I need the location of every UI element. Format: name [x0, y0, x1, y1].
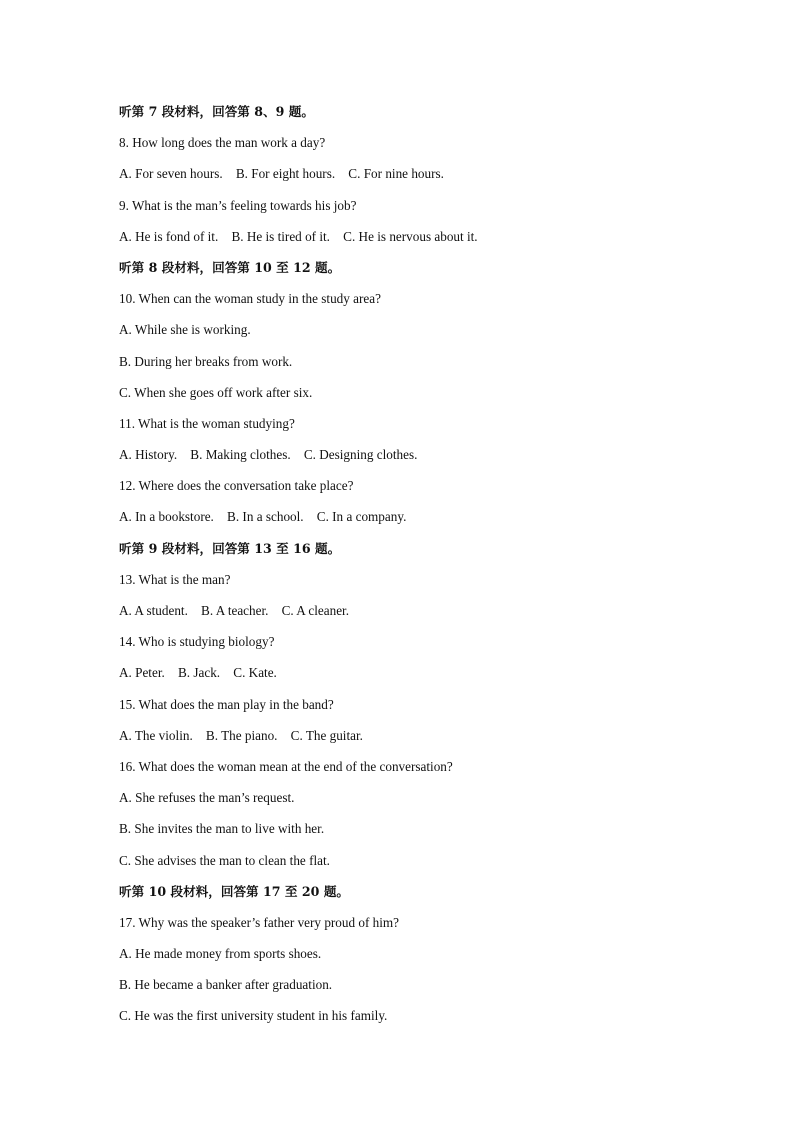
answer-options: A. He is fond of it. B. He is tired of it. C. He is nervous about it. [119, 228, 478, 244]
answer-option: C. When she goes off work after six. [119, 384, 313, 400]
section-heading: 听第 7 段材料，回答第 8、9 题。 [119, 104, 314, 119]
question-text: 14. Who is studying biology? [119, 634, 275, 650]
answer-option: C. He was the first university student in his family. [119, 1008, 388, 1024]
question-text: 8. How long does the man work a day? [119, 135, 326, 151]
section-heading: 听第 8 段材料，回答第 10 至 12 题。 [119, 259, 341, 275]
answer-options: A. The violin. B. The piano. C. The guitar. [119, 727, 363, 743]
answer-options: A. In a bookstore. B. In a school. C. In a company. [119, 509, 407, 525]
answer-options: A. History. B. Making clothes. C. Designing clothes. [119, 447, 418, 463]
page-content [119, 101, 679, 1037]
section-heading: 听第 9 段材料，回答第 13 至 16 题。 [119, 540, 341, 556]
answer-option: B. He became a banker after graduation. [119, 977, 333, 993]
question-text: 17. Why was the speaker’s father very proud of him? [119, 914, 400, 930]
question-text: 10. When can the woman study in the study area? [119, 291, 381, 307]
answer-options: A. Peter. B. Jack. C. Kate. [119, 665, 277, 681]
question-text: 15. What does the man play in the band? [119, 696, 334, 712]
answer-option: A. While she is working. [119, 322, 251, 338]
question-text: 12. Where does the conversation take place? [119, 478, 354, 494]
answer-option: A. She refuses the man’s request. [119, 790, 295, 806]
question-text: 11. What is the woman studying? [119, 415, 295, 431]
answer-option: B. She invites the man to live with her. [119, 821, 325, 837]
answer-option: A. He made money from sports shoes. [119, 946, 322, 962]
question-text: 16. What does the woman mean at the end of the conversation? [119, 758, 453, 774]
answer-option: C. She advises the man to clean the flat. [119, 852, 330, 868]
answer-options: A. A student. B. A teacher. C. A cleaner. [119, 603, 350, 618]
question-text: 13. What is the man? [119, 571, 231, 587]
answer-option: B. During her breaks from work. [119, 353, 293, 369]
question-text: 9. What is the man’s feeling towards his job? [119, 197, 357, 213]
section-heading: 听第 10 段材料，回答第 17 至 20 题。 [119, 883, 350, 899]
answer-options: A. For seven hours. B. For eight hours. C. For nine hours. [119, 166, 444, 182]
